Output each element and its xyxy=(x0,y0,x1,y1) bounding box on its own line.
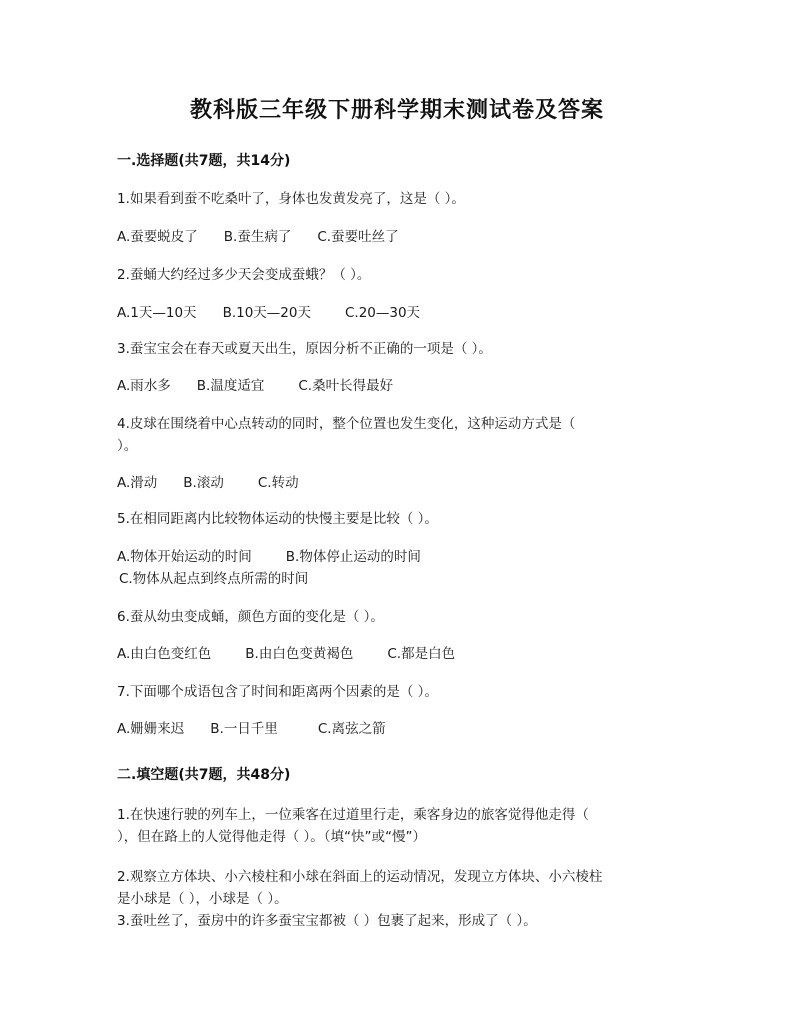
option-a: A.蚕要蜕皮了 xyxy=(117,229,198,245)
section-heading-fill: 二.填空题(共7题，共48分) xyxy=(117,767,291,783)
question-5-stem: 5.在相同距离内比较物体运动的快慢主要是比较（ ）。 xyxy=(117,511,438,527)
option-c: C.蚕要吐丝了 xyxy=(317,229,399,245)
option-c: C.20—30天 xyxy=(344,305,421,321)
question-5-options-row1 xyxy=(117,546,421,568)
option-b: B.温度适宜 xyxy=(196,378,265,394)
option-c: C.都是白色 xyxy=(387,646,456,662)
question-1-stem: 1.如果看到蚕不吃桑叶了，身体也发黄发亮了，这是（ ）。 xyxy=(117,191,465,207)
option-c: C.转动 xyxy=(257,475,299,491)
fill-question-1-line2: ），但在路上的人觉得他走得（ ）。（填“快”或“慢”） xyxy=(117,829,427,845)
question-3-stem: 3.蚕宝宝会在春天或夏天出生，原因分析不正确的一项是（ ）。 xyxy=(117,341,492,357)
question-5-options-row2 xyxy=(119,568,308,590)
question-4-stem-line1: 4.皮球在围绕着中心点转动的同时，整个位置也发生变化，这种运动方式是（ xyxy=(117,416,576,432)
question-3-options xyxy=(117,375,393,397)
option-b: B.蚕生病了 xyxy=(223,229,292,245)
option-a: A.雨水多 xyxy=(117,378,171,394)
question-2-options xyxy=(117,302,420,324)
option-b: B.10天—20天 xyxy=(222,305,311,321)
option-b: B.滚动 xyxy=(183,475,224,491)
option-c: C.物体从起点到终点所需的时间 xyxy=(119,571,309,587)
page-title: 教科版三年级下册科学期末测试卷及答案 xyxy=(189,97,604,123)
fill-question-2-line1: 2.观察立方体块、小六棱柱和小球在斜面上的运动情况，发现立方体块、小六棱柱 xyxy=(117,869,603,885)
option-a: A.姗姗来迟 xyxy=(117,721,185,737)
option-a: A.由白色变红色 xyxy=(117,646,212,662)
fill-question-1-line1: 1.在快速行驶的列车上，一位乘客在过道里行走，乘客身边的旅客觉得他走得（ xyxy=(117,807,589,823)
option-c: C.离弦之箭 xyxy=(317,721,386,737)
question-2-stem: 2.蚕蛹大约经过多少天会变成蚕蛾？（ ）。 xyxy=(117,267,371,283)
question-7-stem: 7.下面哪个成语包含了时间和距离两个因素的是（ ）。 xyxy=(117,684,438,700)
question-7-options xyxy=(117,718,386,740)
option-a: A.滑动 xyxy=(117,475,158,491)
question-6-stem: 6.蚕从幼虫变成蛹，颜色方面的变化是（ ）。 xyxy=(117,609,384,625)
option-b: B.一日千里 xyxy=(210,721,278,737)
option-a: A.物体开始运动的时间 xyxy=(117,549,252,565)
section-heading-choice: 一.选择题(共7题，共14分) xyxy=(117,153,291,169)
question-4-stem-line2: ）。 xyxy=(117,438,138,454)
question-6-options xyxy=(117,643,455,665)
question-4-options xyxy=(117,472,299,494)
question-1-options xyxy=(117,226,399,248)
option-a: A.1天—10天 xyxy=(117,305,197,321)
fill-question-3-line1: 3.蚕吐丝了，蚕房中的许多蚕宝宝都被（ ）包裹了起来，形成了（ ）。 xyxy=(117,913,537,929)
fill-question-2-line2: 是小球是（ ），小球是（ ）。 xyxy=(117,891,288,907)
option-b: B.由白色变黄褐色 xyxy=(245,646,354,662)
option-b: B.物体停止运动的时间 xyxy=(285,549,421,565)
option-c: C.桑叶长得最好 xyxy=(298,378,394,394)
